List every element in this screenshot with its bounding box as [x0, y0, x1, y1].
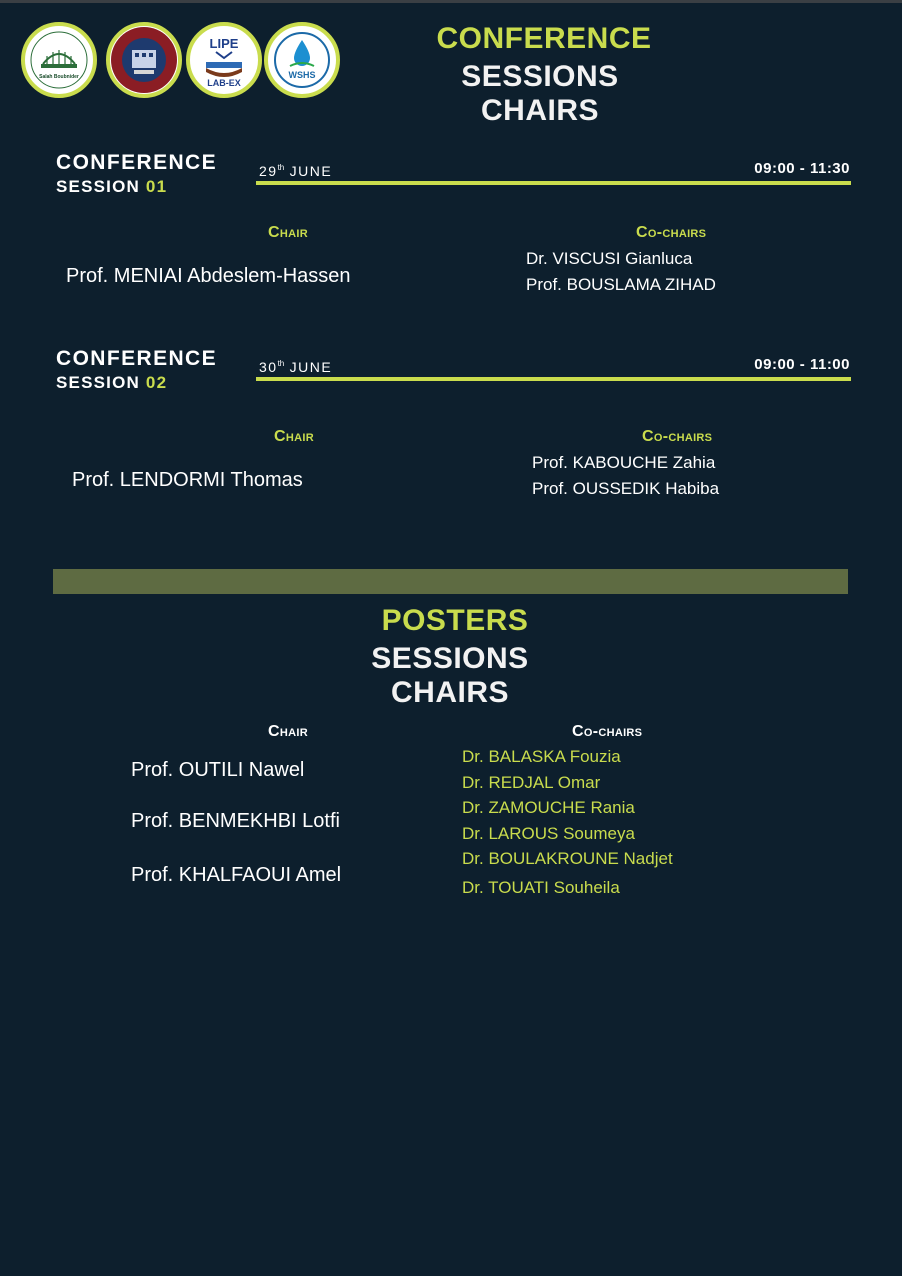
session-1-date: 29th JUNE: [259, 163, 333, 179]
session-2-chair-name: Prof. LENDORMI Thomas: [72, 469, 303, 491]
session-2-title-line1: CONFERENCE: [56, 347, 218, 370]
session-1-time: 09:00 - 11:30: [754, 160, 850, 177]
session-1-chair-name: Prof. MENIAI Abdeslem-Hassen: [66, 265, 351, 287]
svg-text:Salah Boubnider: Salah Boubnider: [39, 74, 79, 80]
posters-chair-1: Prof. OUTILI Nawel: [131, 759, 305, 781]
university-emblem-icon: [25, 26, 93, 94]
section-divider: [53, 569, 848, 594]
lipe-emblem-icon: [190, 26, 258, 94]
posters-chair-3: Prof. KHALFAOUI Amel: [131, 864, 342, 886]
posters-cochair-1: Dr. BALASKA Fouzia: [462, 747, 621, 766]
posters-cochair-2: Dr. REDJAL Omar: [462, 773, 601, 792]
svg-text:LAB-EX: LAB-EX: [207, 78, 241, 88]
posters-chair-2: Prof. BENMEKHBI Lotfi: [131, 810, 340, 832]
session-1-chair-label: Chair: [268, 224, 308, 241]
posters-cochair-4: Dr. LAROUS Soumeya: [462, 824, 635, 843]
session-2-number: 02: [145, 373, 168, 392]
university-logo: [21, 22, 97, 98]
posters-title-line1: POSTERS: [381, 604, 529, 637]
session-2-cochair-1: Prof. KABOUCHE Zahia: [532, 453, 716, 472]
session-2-cochair-2: Prof. OUSSEDIK Habiba: [532, 479, 720, 498]
top-border: [0, 0, 902, 3]
posters-chair-label: Chair: [268, 723, 308, 740]
posters-cochair-6: Dr. TOUATI Souheila: [462, 878, 620, 897]
session-2-date: 30th JUNE: [259, 359, 333, 375]
svg-text:WSHS: WSHS: [288, 70, 316, 80]
session-1-cochair-1: Dr. VISCUSI Gianluca: [526, 249, 693, 268]
session-1-cochair-2: Prof. BOUSLAMA ZIHAD: [526, 275, 716, 294]
session-2-cochairs-label: Co-chairs: [642, 428, 713, 445]
session-1-title-line2: SESSION 01: [56, 177, 168, 196]
session-1-rule: [256, 181, 851, 185]
session-2-time: 09:00 - 11:00: [754, 356, 850, 373]
session-1-number: 01: [145, 177, 168, 196]
faculty-logo: [106, 22, 182, 98]
session-1-cochairs-label: Co-chairs: [636, 224, 707, 241]
posters-title-line2: SESSIONS CHAIRS: [371, 642, 529, 709]
session-1-title: [56, 151, 217, 197]
lipe-labex-logo: [186, 22, 262, 98]
session-2-rule: [256, 377, 851, 381]
wshs-logo: [264, 22, 340, 98]
faculty-emblem-icon: [110, 26, 178, 94]
posters-cochair-3: Dr. ZAMOUCHE Rania: [462, 798, 635, 817]
wshs-emblem-icon: [268, 26, 336, 94]
session-2-title-line2: SESSION 02: [56, 373, 168, 392]
page-title-line2: SESSIONS CHAIRS: [461, 60, 619, 127]
session-2-title: [56, 347, 217, 393]
posters-cochair-5: Dr. BOULAKROUNE Nadjet: [462, 849, 673, 868]
posters-cochairs-label: Co-chairs: [572, 723, 643, 740]
session-2-chair-label: Chair: [274, 428, 314, 445]
session-1-title-line1: CONFERENCE: [56, 151, 218, 174]
page-title-line1: CONFERENCE: [436, 22, 652, 55]
svg-text:LIPE: LIPE: [209, 36, 239, 51]
